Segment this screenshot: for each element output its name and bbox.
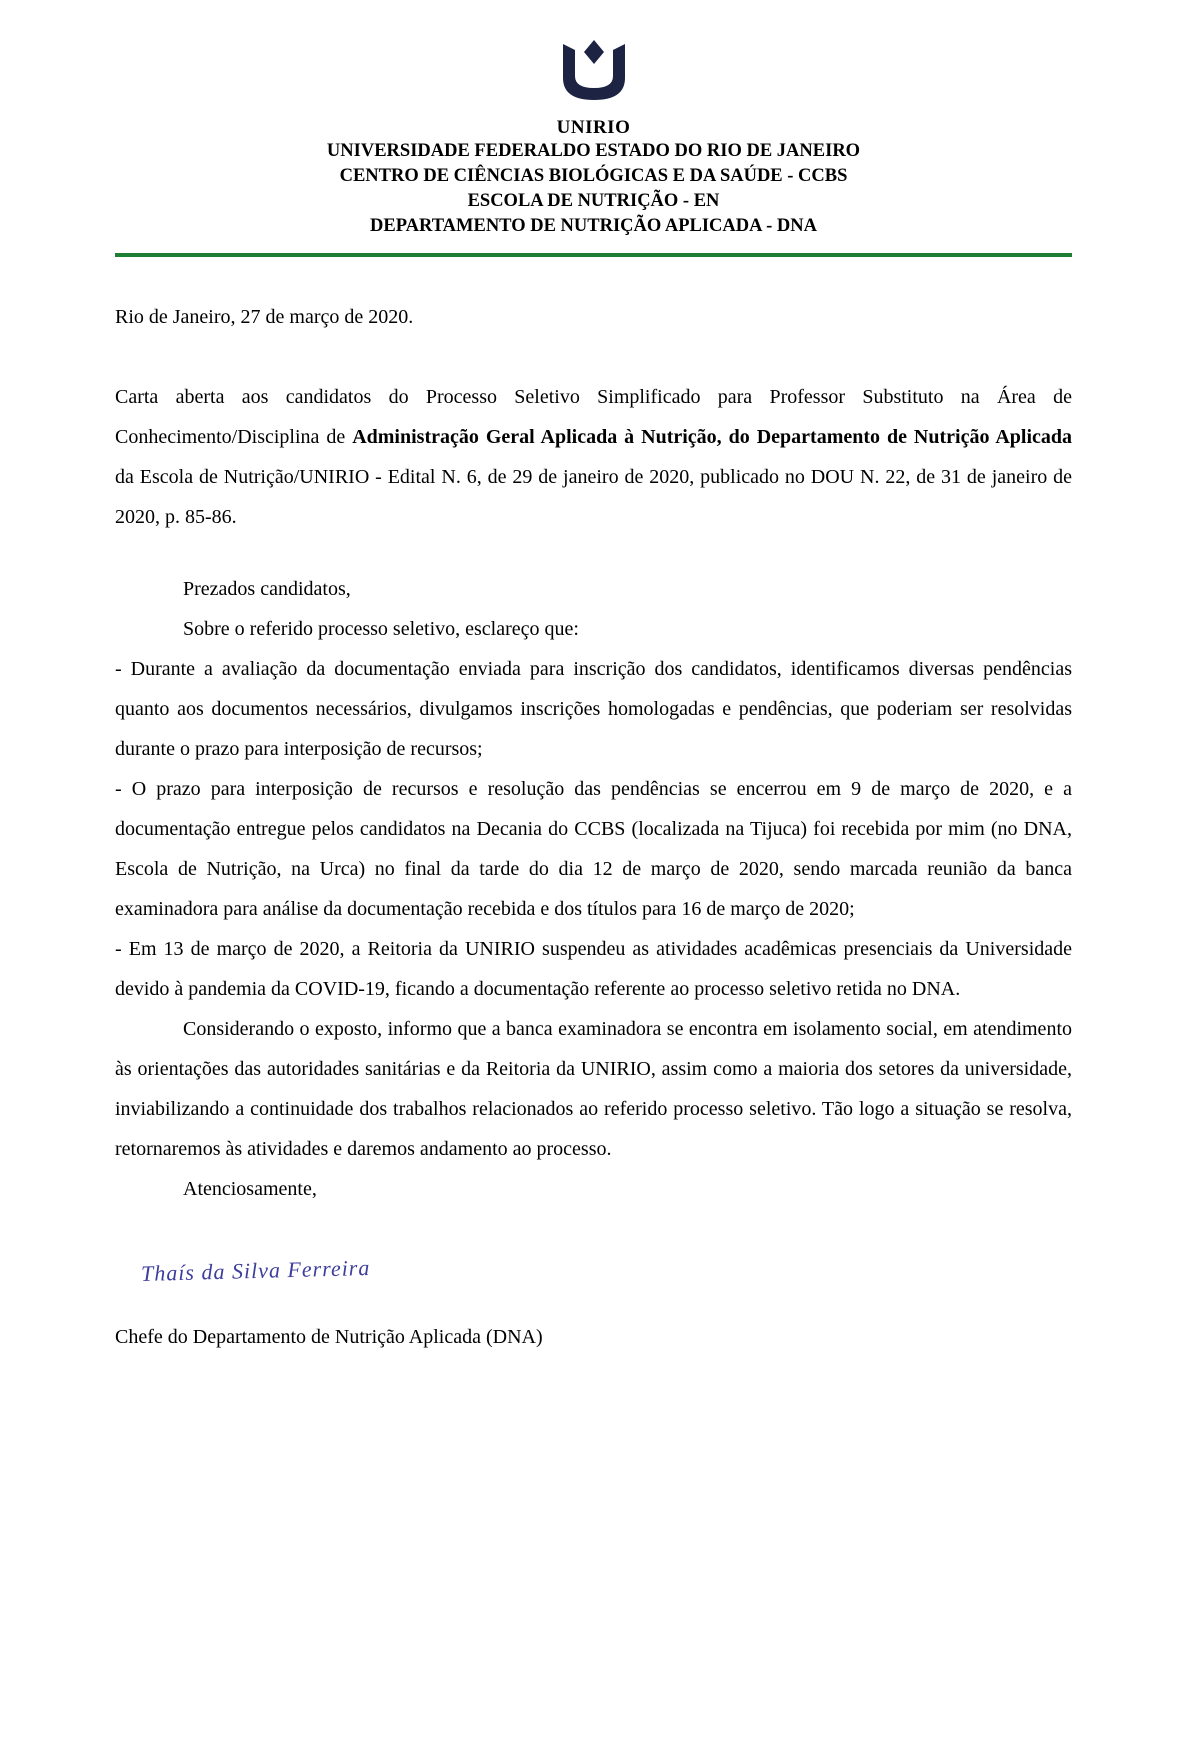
- unirio-emblem-icon: [557, 38, 631, 111]
- intro-part1: Carta aberta aos candidatos do Processo Seletivo Simplificado para Professor Substituto na Área de Conhecimento/Disciplina de: [115, 385, 1072, 448]
- university-name: UNIVERSIDADE FEDERALDO ESTADO DO RIO DE JANEIRO: [326, 141, 861, 161]
- date-line: Rio de Janeiro, 27 de março de 2020.: [115, 305, 414, 328]
- university-acronym: UNIRIO: [556, 117, 631, 138]
- unirio-logo: [115, 38, 1072, 111]
- opening-line: Sobre o referido processo seletivo, esclareço que:: [183, 617, 579, 640]
- salutation: Prezados candidatos,: [183, 577, 351, 600]
- letter-body: [115, 297, 1072, 1357]
- school-name: ESCOLA DE NUTRIÇÃO - EN: [467, 190, 720, 211]
- signoff: Atenciosamente,: [183, 1177, 317, 1200]
- intro-part2: da Escola de Nutrição/UNIRIO - Edital N. 6, de 29 de janeiro de 2020, publicado no DOU N. 22, de 31 de janeiro de 2020, p. 85-86.: [115, 465, 1072, 528]
- handwritten-signature: Thaís da Silva Ferreira: [140, 1254, 371, 1286]
- item-prazo: - O prazo para interposição de recursos e resolução das pendências se encerrou em 9 de março de 2020, e a documentação entregue pelos candidatos na Decania do CCBS (localizada na Tijuca) foi recebida por mim (no DNA, Escola de Nutrição, na Urca) no final da tarde do dia 12 de março de 2020, sendo marcada reunião da banca examinadora para análise da documentação recebida e dos títulos para 16 de março de 2020;: [115, 777, 1072, 920]
- department-name: DEPARTAMENTO DE NUTRIÇÃO APLICADA - DNA: [370, 215, 817, 236]
- letterhead-divider: [115, 253, 1072, 257]
- item-pendencias: - Durante a avaliação da documentação enviada para inscrição dos candidatos, identificamos diversas pendências quanto aos documentos necessários, divulgamos inscrições homologadas e pendências, que poderiam ser resolvidas durante o prazo para interposição de recursos;: [115, 657, 1072, 760]
- intro-paragraph: [115, 377, 1072, 537]
- item-suspensao: - Em 13 de março de 2020, a Reitoria da UNIRIO suspendeu as atividades acadêmicas presenciais da Universidade devido à pandemia da COVID-19, ficando a documentação referente ao processo seletivo retida no DNA.: [115, 937, 1072, 1000]
- center-name: CENTRO DE CIÊNCIAS BIOLÓGICAS E DA SAÚDE - CCBS: [339, 165, 848, 186]
- letterhead: [115, 38, 1072, 257]
- closing-paragraph: Considerando o exposto, informo que a banca examinadora se encontra em isolamento social, em atendimento às orientações das autoridades sanitárias e da Reitoria da UNIRIO, assim como a maioria dos setores da universidade, inviabilizando a continuidade dos trabalhos relacionados ao referido processo seletivo. Tão logo a situação se resolva, retornaremos às atividades e daremos andamento ao processo.: [115, 1017, 1072, 1160]
- signer-title: Chefe do Departamento de Nutrição Aplicada (DNA): [115, 1325, 543, 1348]
- intro-bold: Administração Geral Aplicada à Nutrição, do Departamento de Nutrição Aplicada: [352, 425, 1072, 448]
